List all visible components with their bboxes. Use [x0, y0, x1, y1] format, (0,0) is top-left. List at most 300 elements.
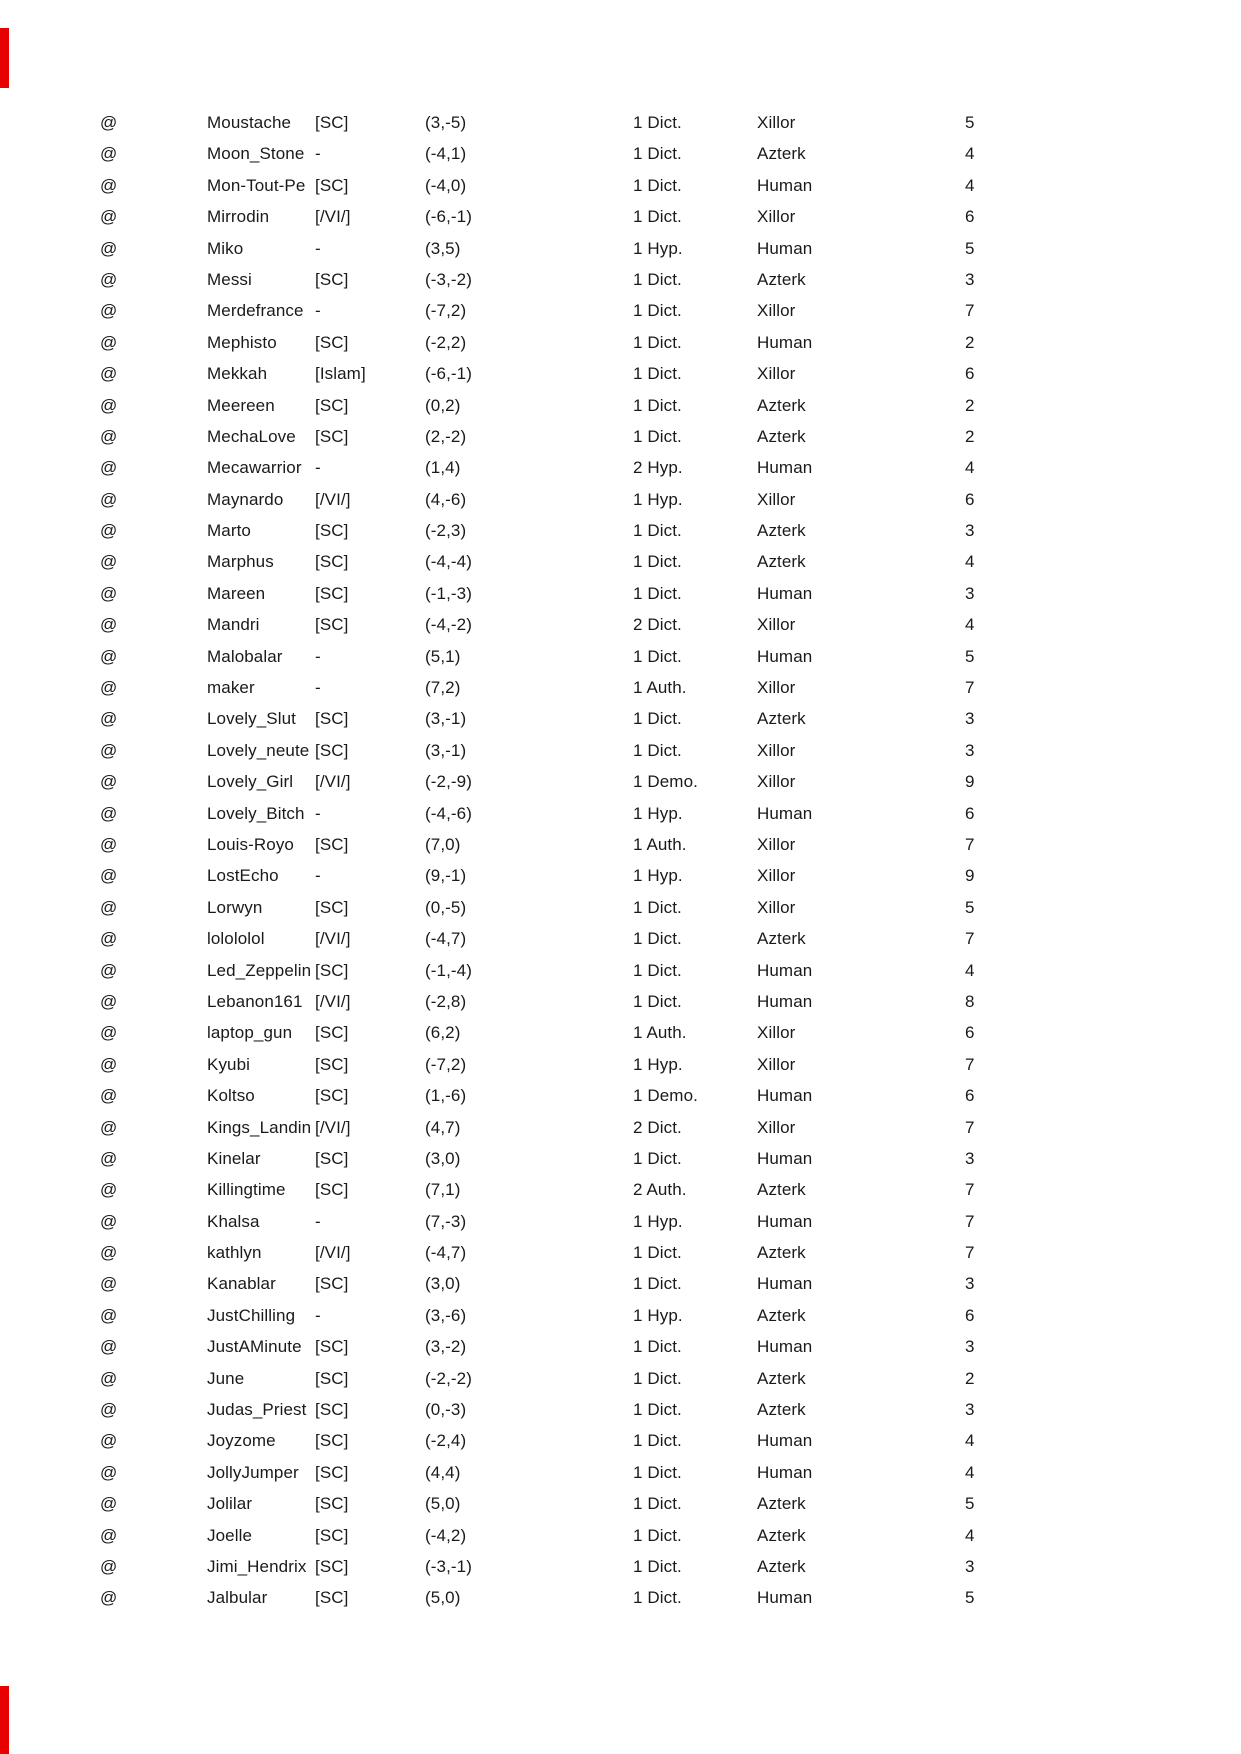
player-race: Xillor: [757, 1117, 796, 1137]
row-at-symbol: @: [100, 646, 118, 666]
table-row: [0, 892, 1241, 923]
row-at-symbol: @: [100, 269, 118, 289]
row-at-symbol: @: [100, 1180, 118, 1200]
player-name: Mirrodin: [207, 207, 270, 227]
player-number: 7: [965, 929, 975, 949]
row-at-symbol: @: [100, 1337, 118, 1357]
table-row: [0, 672, 1241, 703]
player-count-type: 1 Demo.: [633, 1086, 698, 1106]
player-count-type: 2 Hyp.: [633, 458, 683, 478]
player-coordinates: (-7,2): [425, 1054, 467, 1074]
player-tag: [SC]: [315, 834, 349, 854]
player-number: 3: [965, 1337, 975, 1357]
player-tag: [SC]: [315, 1337, 349, 1357]
player-number: 6: [965, 1305, 975, 1325]
player-coordinates: (4,-6): [425, 489, 467, 509]
red-edge-marker-top: [0, 28, 9, 88]
player-tag: [SC]: [315, 552, 349, 572]
row-at-symbol: @: [100, 615, 118, 635]
table-row: [0, 1143, 1241, 1174]
player-count-type: 2 Dict.: [633, 1117, 682, 1137]
table-row: [0, 1174, 1241, 1205]
player-race: Human: [757, 332, 813, 352]
player-race: Human: [757, 1274, 813, 1294]
player-name: Jolilar: [207, 1494, 253, 1514]
player-tag: [SC]: [315, 1462, 349, 1482]
row-at-symbol: @: [100, 489, 118, 509]
player-coordinates: (-3,-2): [425, 269, 472, 289]
player-tag: [SC]: [315, 615, 349, 635]
player-number: 5: [965, 1588, 975, 1608]
table-row: [0, 1425, 1241, 1456]
row-at-symbol: @: [100, 113, 118, 132]
player-count-type: 1 Hyp.: [633, 489, 683, 509]
player-coordinates: (3,-2): [425, 1337, 467, 1357]
player-name: Lovely_Girl: [207, 772, 294, 792]
row-at-symbol: @: [100, 144, 118, 164]
row-at-symbol: @: [100, 803, 118, 823]
player-tag: [SC]: [315, 1525, 349, 1545]
player-coordinates: (5,0): [425, 1588, 461, 1608]
player-tag: -: [315, 1211, 321, 1231]
player-name: Louis-Royo: [207, 834, 294, 854]
player-name: Mephisto: [207, 332, 277, 352]
table-row: [0, 766, 1241, 797]
player-tag: [SC]: [315, 395, 349, 415]
player-tag: [/VI/]: [315, 1117, 351, 1137]
player-number: 6: [965, 1086, 975, 1106]
player-race: Azterk: [757, 395, 806, 415]
player-count-type: 1 Dict.: [633, 583, 682, 603]
player-name: Marphus: [207, 552, 274, 572]
player-name: lolololol: [207, 929, 265, 949]
player-count-type: 1 Dict.: [633, 521, 682, 541]
player-coordinates: (3,0): [425, 1274, 461, 1294]
row-at-symbol: @: [100, 772, 118, 792]
player-number: 4: [965, 1525, 975, 1545]
player-count-type: 1 Dict.: [633, 646, 682, 666]
player-coordinates: (3,-6): [425, 1305, 467, 1325]
player-coordinates: (-4,0): [425, 175, 467, 195]
player-race: Azterk: [757, 1494, 806, 1514]
player-coordinates: (7,0): [425, 834, 461, 854]
player-coordinates: (-7,2): [425, 301, 467, 321]
player-name: Judas_Priest: [207, 1400, 307, 1420]
player-number: 4: [965, 458, 975, 478]
player-tag: -: [315, 238, 321, 258]
table-row: [0, 421, 1241, 452]
table-row: [0, 1551, 1241, 1582]
red-edge-marker-bottom: [0, 1686, 9, 1754]
player-tag: -: [315, 678, 321, 698]
table-row: [0, 703, 1241, 734]
player-tag: [/VI/]: [315, 929, 351, 949]
player-race: Xillor: [757, 364, 796, 384]
player-race: Human: [757, 1086, 813, 1106]
player-race: Xillor: [757, 740, 796, 760]
player-name: Joelle: [207, 1525, 253, 1545]
row-at-symbol: @: [100, 395, 118, 415]
player-name: Kinelar: [207, 1148, 261, 1168]
player-race: Human: [757, 458, 813, 478]
player-number: 5: [965, 238, 975, 258]
player-race: Xillor: [757, 834, 796, 854]
player-coordinates: (7,2): [425, 678, 461, 698]
player-name: Lovely_Slut: [207, 709, 296, 729]
row-at-symbol: @: [100, 426, 118, 446]
table-row: [0, 1331, 1241, 1362]
player-count-type: 1 Dict.: [633, 1368, 682, 1388]
player-count-type: 1 Dict.: [633, 1337, 682, 1357]
player-race: Human: [757, 991, 813, 1011]
player-tag: [SC]: [315, 113, 349, 132]
table-row: [0, 1080, 1241, 1111]
table-row: [0, 546, 1241, 577]
player-tag: [/VI/]: [315, 772, 351, 792]
player-coordinates: (-2,-9): [425, 772, 472, 792]
player-coordinates: (-4,1): [425, 144, 467, 164]
player-coordinates: (0,-5): [425, 897, 467, 917]
player-name: Mekkah: [207, 364, 268, 384]
player-name: Miko: [207, 238, 244, 258]
player-tag: [SC]: [315, 1431, 349, 1451]
row-at-symbol: @: [100, 709, 118, 729]
player-race: Azterk: [757, 1243, 806, 1263]
player-count-type: 1 Dict.: [633, 1462, 682, 1482]
player-count-type: 1 Dict.: [633, 269, 682, 289]
player-tag: [SC]: [315, 1368, 349, 1388]
table-row: [0, 1017, 1241, 1048]
row-at-symbol: @: [100, 1243, 118, 1263]
player-count-type: 1 Dict.: [633, 1525, 682, 1545]
player-race: Azterk: [757, 1525, 806, 1545]
player-name: Joyzome: [207, 1431, 276, 1451]
player-number: 6: [965, 1023, 975, 1043]
player-number: 2: [965, 332, 975, 352]
table-row: [0, 641, 1241, 672]
player-tag: [SC]: [315, 1494, 349, 1514]
player-coordinates: (-4,7): [425, 929, 467, 949]
player-number: 4: [965, 1462, 975, 1482]
player-tag: [SC]: [315, 1274, 349, 1294]
player-tag: [SC]: [315, 521, 349, 541]
player-tag: [SC]: [315, 1556, 349, 1576]
player-race: Azterk: [757, 552, 806, 572]
player-coordinates: (-4,-6): [425, 803, 472, 823]
player-count-type: 1 Auth.: [633, 678, 687, 698]
player-name: Kings_Landin: [207, 1117, 312, 1137]
row-at-symbol: @: [100, 207, 118, 227]
table-row: [0, 923, 1241, 954]
player-coordinates: (4,4): [425, 1462, 461, 1482]
player-name: Lovely_Bitch: [207, 803, 305, 823]
player-name: JustChilling: [207, 1305, 296, 1325]
player-tag: [SC]: [315, 269, 349, 289]
row-at-symbol: @: [100, 1086, 118, 1106]
player-race: Human: [757, 646, 813, 666]
table-row: [0, 358, 1241, 389]
player-name: Killingtime: [207, 1180, 286, 1200]
player-number: 3: [965, 1556, 975, 1576]
player-count-type: 1 Dict.: [633, 426, 682, 446]
table-row: [0, 484, 1241, 515]
table-row: [0, 829, 1241, 860]
player-number: 5: [965, 1494, 975, 1514]
player-count-type: 1 Dict.: [633, 1494, 682, 1514]
table-row: [0, 609, 1241, 640]
player-count-type: 1 Dict.: [633, 364, 682, 384]
player-count-type: 1 Dict.: [633, 740, 682, 760]
player-name: Lorwyn: [207, 897, 263, 917]
row-at-symbol: @: [100, 1400, 118, 1420]
player-coordinates: (1,-6): [425, 1086, 467, 1106]
row-at-symbol: @: [100, 1588, 118, 1608]
player-tag: [SC]: [315, 1086, 349, 1106]
player-number: 3: [965, 709, 975, 729]
player-count-type: 1 Hyp.: [633, 238, 683, 258]
player-race: Azterk: [757, 1556, 806, 1576]
player-race: Xillor: [757, 113, 796, 132]
player-name: Lebanon161: [207, 991, 303, 1011]
player-coordinates: (-2,3): [425, 521, 467, 541]
row-at-symbol: @: [100, 332, 118, 352]
player-race: Xillor: [757, 615, 796, 635]
player-race: Human: [757, 1211, 813, 1231]
player-number: 4: [965, 615, 975, 635]
row-at-symbol: @: [100, 1494, 118, 1514]
player-race: Xillor: [757, 1023, 796, 1043]
row-at-symbol: @: [100, 364, 118, 384]
player-coordinates: (3,-1): [425, 709, 467, 729]
player-tag: -: [315, 458, 321, 478]
player-race: Human: [757, 1462, 813, 1482]
player-number: 9: [965, 866, 975, 886]
player-tag: [SC]: [315, 1023, 349, 1043]
player-coordinates: (-2,4): [425, 1431, 467, 1451]
player-count-type: 1 Dict.: [633, 1588, 682, 1608]
player-number: 9: [965, 772, 975, 792]
table-row: [0, 1488, 1241, 1519]
player-coordinates: (3,0): [425, 1148, 461, 1168]
player-name: Moustache: [207, 113, 292, 132]
player-count-type: 1 Dict.: [633, 332, 682, 352]
player-number: 4: [965, 960, 975, 980]
player-tag: [SC]: [315, 583, 349, 603]
player-number: 7: [965, 1211, 975, 1231]
player-race: Azterk: [757, 1368, 806, 1388]
table-row: [0, 1268, 1241, 1299]
row-at-symbol: @: [100, 301, 118, 321]
player-coordinates: (-4,7): [425, 1243, 467, 1263]
player-name: Jimi_Hendrix: [207, 1556, 307, 1576]
player-name: Led_Zeppelin: [207, 960, 312, 980]
table-row: [0, 1049, 1241, 1080]
player-tag: -: [315, 646, 321, 666]
player-number: 6: [965, 207, 975, 227]
player-number: 7: [965, 1243, 975, 1263]
player-tag: [SC]: [315, 1054, 349, 1074]
player-number: 7: [965, 1180, 975, 1200]
row-at-symbol: @: [100, 458, 118, 478]
table-row: [0, 1582, 1241, 1613]
player-tag: [SC]: [315, 1400, 349, 1420]
player-number: 7: [965, 678, 975, 698]
table-row: [0, 955, 1241, 986]
table-row: [0, 233, 1241, 264]
player-number: 4: [965, 1431, 975, 1451]
player-name: Malobalar: [207, 646, 283, 666]
table-row: [0, 264, 1241, 295]
player-number: 6: [965, 803, 975, 823]
player-count-type: 1 Dict.: [633, 301, 682, 321]
player-tag: [SC]: [315, 740, 349, 760]
table-row: [0, 578, 1241, 609]
player-coordinates: (-1,-3): [425, 583, 472, 603]
player-race: Xillor: [757, 897, 796, 917]
player-race: Azterk: [757, 929, 806, 949]
player-coordinates: (5,0): [425, 1494, 461, 1514]
player-race: Xillor: [757, 207, 796, 227]
player-coordinates: (5,1): [425, 646, 461, 666]
player-number: 3: [965, 740, 975, 760]
table-row: [0, 515, 1241, 546]
row-at-symbol: @: [100, 521, 118, 541]
roster-table: [0, 107, 1241, 1614]
player-tag: [Islam]: [315, 364, 366, 384]
player-race: Human: [757, 1431, 813, 1451]
table-row: [0, 1300, 1241, 1331]
table-row: [0, 1363, 1241, 1394]
player-tag: [SC]: [315, 960, 349, 980]
player-name: Lovely_neute: [207, 740, 310, 760]
row-at-symbol: @: [100, 1525, 118, 1545]
player-number: 2: [965, 395, 975, 415]
row-at-symbol: @: [100, 1305, 118, 1325]
player-race: Azterk: [757, 144, 806, 164]
player-coordinates: (-1,-4): [425, 960, 472, 980]
player-number: 4: [965, 175, 975, 195]
player-name: MechaLove: [207, 426, 296, 446]
table-row: [0, 1520, 1241, 1551]
player-coordinates: (-6,-1): [425, 207, 472, 227]
table-row: [0, 201, 1241, 232]
player-name: Mareen: [207, 583, 266, 603]
player-race: Azterk: [757, 1400, 806, 1420]
player-tag: [/VI/]: [315, 207, 351, 227]
player-coordinates: (7,1): [425, 1180, 461, 1200]
player-tag: [/VI/]: [315, 489, 351, 509]
row-at-symbol: @: [100, 1148, 118, 1168]
player-name: Jalbular: [207, 1588, 268, 1608]
player-number: 3: [965, 1400, 975, 1420]
table-row: [0, 107, 1241, 138]
row-at-symbol: @: [100, 1054, 118, 1074]
player-name: Kanablar: [207, 1274, 276, 1294]
row-at-symbol: @: [100, 1117, 118, 1137]
player-name: Koltso: [207, 1086, 255, 1106]
table-row: [0, 295, 1241, 326]
table-row: [0, 170, 1241, 201]
player-count-type: 1 Dict.: [633, 991, 682, 1011]
player-number: 6: [965, 489, 975, 509]
player-name: JustAMinute: [207, 1337, 302, 1357]
player-count-type: 1 Auth.: [633, 1023, 687, 1043]
player-race: Azterk: [757, 269, 806, 289]
player-number: 7: [965, 301, 975, 321]
player-number: 3: [965, 1274, 975, 1294]
player-coordinates: (1,4): [425, 458, 461, 478]
player-count-type: 2 Auth.: [633, 1180, 687, 1200]
player-number: 5: [965, 646, 975, 666]
player-race: Azterk: [757, 426, 806, 446]
player-race: Human: [757, 583, 813, 603]
row-at-symbol: @: [100, 897, 118, 917]
table-row: [0, 986, 1241, 1017]
player-race: Human: [757, 1148, 813, 1168]
table-row: [0, 327, 1241, 358]
player-number: 2: [965, 426, 975, 446]
player-name: Messi: [207, 269, 252, 289]
player-tag: -: [315, 866, 321, 886]
player-tag: [SC]: [315, 1148, 349, 1168]
player-number: 3: [965, 269, 975, 289]
player-race: Azterk: [757, 1180, 806, 1200]
row-at-symbol: @: [100, 1556, 118, 1576]
player-count-type: 1 Dict.: [633, 1148, 682, 1168]
player-race: Azterk: [757, 1305, 806, 1325]
player-count-type: 1 Dict.: [633, 709, 682, 729]
player-count-type: 1 Dict.: [633, 207, 682, 227]
player-tag: -: [315, 1305, 321, 1325]
row-at-symbol: @: [100, 175, 118, 195]
player-count-type: 2 Dict.: [633, 615, 682, 635]
player-coordinates: (-2,-2): [425, 1368, 472, 1388]
player-count-type: 1 Dict.: [633, 960, 682, 980]
player-count-type: 1 Hyp.: [633, 866, 683, 886]
player-coordinates: (2,-2): [425, 426, 467, 446]
table-row: [0, 1394, 1241, 1425]
player-name: Merdefrance: [207, 301, 304, 321]
player-coordinates: (-6,-1): [425, 364, 472, 384]
row-at-symbol: @: [100, 583, 118, 603]
player-race: Human: [757, 960, 813, 980]
player-race: Human: [757, 803, 813, 823]
player-number: 3: [965, 521, 975, 541]
table-row: [0, 390, 1241, 421]
player-name: Moon_Stone: [207, 144, 305, 164]
player-number: 7: [965, 1117, 975, 1137]
player-number: 5: [965, 897, 975, 917]
player-count-type: 1 Dict.: [633, 1431, 682, 1451]
player-coordinates: (0,-3): [425, 1400, 467, 1420]
player-name: Mecawarrior: [207, 458, 302, 478]
player-tag: [SC]: [315, 897, 349, 917]
player-count-type: 1 Auth.: [633, 834, 687, 854]
player-count-type: 1 Dict.: [633, 552, 682, 572]
player-tag: [/VI/]: [315, 991, 351, 1011]
player-count-type: 1 Dict.: [633, 144, 682, 164]
player-tag: [SC]: [315, 1180, 349, 1200]
player-coordinates: (0,2): [425, 395, 461, 415]
player-coordinates: (-3,-1): [425, 1556, 472, 1576]
player-name: LostEcho: [207, 866, 279, 886]
player-name: Mandri: [207, 615, 260, 635]
player-race: Human: [757, 1588, 813, 1608]
row-at-symbol: @: [100, 238, 118, 258]
player-race: Human: [757, 175, 813, 195]
row-at-symbol: @: [100, 1023, 118, 1043]
player-coordinates: (-2,8): [425, 991, 467, 1011]
